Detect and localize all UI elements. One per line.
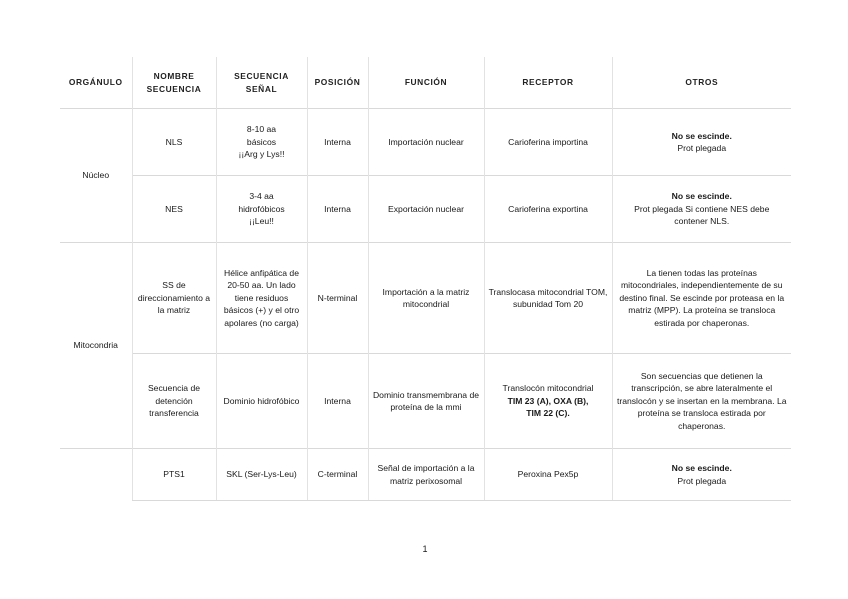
receptor-cell: Translocón mitocondrial TIM 23 (A), OXA (B), TIM 22 (C). xyxy=(484,354,612,449)
function-cell: Importación a la matriz mitocondrial xyxy=(368,243,484,354)
others-cell: No se escinde. Prot plegada Si contiene NES debe contener NLS. xyxy=(612,176,791,243)
table-row xyxy=(60,354,791,449)
position-cell: N-terminal xyxy=(307,243,368,354)
signal-sequence-cell: 3-4 aa hidrofóbicos ¡¡Leu!! xyxy=(216,176,307,243)
header-organulo: ORGÁNULO xyxy=(68,77,123,88)
header-secuencia-senal: SECUENCIA SEÑAL xyxy=(216,57,307,109)
others-cell: No se escinde. Prot plegada xyxy=(612,449,791,501)
page-number: 1 xyxy=(422,544,428,554)
header-funcion: FUNCIÓN xyxy=(368,57,484,109)
signal-sequence-cell: Hélice anfipática de 20-50 aa. Un lado tiene residuos básicos (+) y el otro apolares (no carga) xyxy=(216,243,307,354)
receptor-cell: Carioferina exportina xyxy=(484,176,612,243)
position-cell: C-terminal xyxy=(307,449,368,501)
table-row xyxy=(60,243,791,354)
position-cell: Interna xyxy=(307,109,368,176)
header-nombre-secuencia: NOMBRE SECUENCIA xyxy=(132,57,216,109)
organelle-cell-empty xyxy=(60,449,132,501)
position-cell: Interna xyxy=(307,176,368,243)
header-posicion: POSICIÓN xyxy=(307,57,368,109)
receptor-cell: Peroxina Pex5p xyxy=(484,449,612,501)
receptor-cell: Carioferina importina xyxy=(484,109,612,176)
signal-sequence-cell: 8-10 aa básicos ¡¡Arg y Lys!! xyxy=(216,109,307,176)
position-cell: Interna xyxy=(307,354,368,449)
signal-sequence-cell: SKL (Ser-Lys-Leu) xyxy=(216,449,307,501)
header-receptor: RECEPTOR xyxy=(484,57,612,109)
table-row xyxy=(60,176,791,243)
organelle-cell: Mitocondria xyxy=(60,243,132,449)
protein-sorting-table xyxy=(60,57,791,501)
function-cell: Dominio transmembrana de proteína de la mmi xyxy=(368,354,484,449)
table-row xyxy=(60,449,791,501)
sequence-name-cell: SS de direccionamiento a la matriz xyxy=(132,243,216,354)
header-row xyxy=(60,57,791,109)
others-cell: La tienen todas las proteínas mitocondriales, independientemente de su destino final. Se escinde por proteasa en la matriz (MPP). La proteína se transloca estirada por chaperonas. xyxy=(612,243,791,354)
signal-sequence-cell: Dominio hidrofóbico xyxy=(216,354,307,449)
sequence-name-cell: Secuencia de detención transferencia xyxy=(132,354,216,449)
receptor-cell: Translocasa mitocondrial TOM, subunidad Tom 20 xyxy=(484,243,612,354)
organelle-cell: Núcleo xyxy=(60,109,132,243)
others-cell: No se escinde. Prot plegada xyxy=(612,109,791,176)
sequence-name-cell: NES xyxy=(132,176,216,243)
function-cell: Importación nuclear xyxy=(368,109,484,176)
sequence-name-cell: NLS xyxy=(132,109,216,176)
sequence-name-cell: PTS1 xyxy=(132,449,216,501)
others-cell: Son secuencias que detienen la transcripción, se abre lateralmente el translocón y se insertan en la membrana. La proteína se transloca estirada por chaperonas. xyxy=(612,354,791,449)
header-otros: OTROS xyxy=(612,57,791,109)
function-cell: Exportación nuclear xyxy=(368,176,484,243)
table-row xyxy=(60,109,791,176)
function-cell: Señal de importación a la matriz perixosomal xyxy=(368,449,484,501)
